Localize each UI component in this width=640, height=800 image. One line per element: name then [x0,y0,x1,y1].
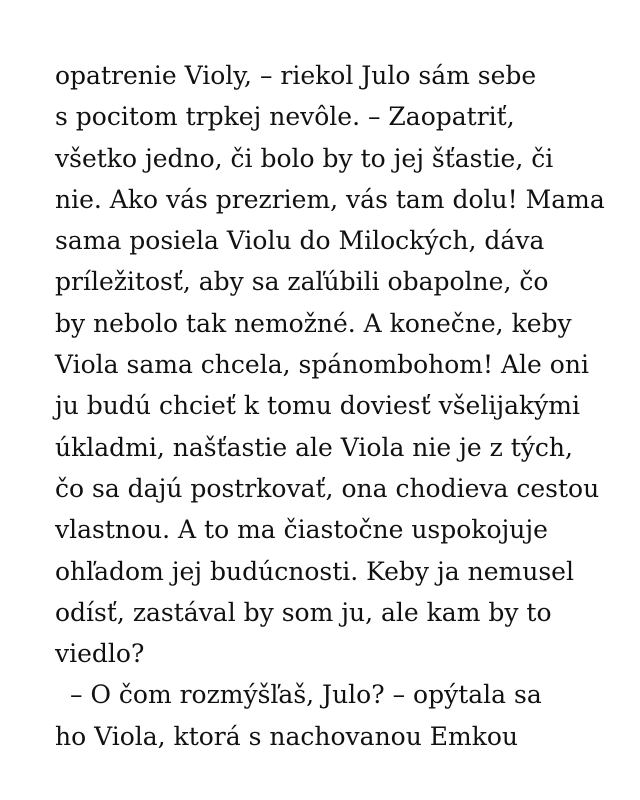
text-line: vlastnou. A to ma čiastočne uspokojuje [55,515,548,545]
text-line: ho Viola, ktorá s nachovanou Emkou [55,721,519,751]
text-line: príležitosť, aby sa zaľúbili obapolne, čo [55,267,549,297]
text-line: čo sa dajú postrkovať, ona chodieva cestou [55,473,600,503]
text-line: odísť, zastával by som ju, ale kam by to [55,597,552,627]
text-line: s pocitom trpkej nevôle. – Zaopatriť, [55,102,515,132]
text-line: ohľadom jej budúcnosti. Keby ja nemusel [55,556,574,586]
text-line: opatrenie Violy, – riekol Julo sám sebe [55,61,537,90]
text-line: úkladmi, našťastie ale Viola nie je z tých, [55,432,573,462]
text-line: by nebolo tak nemožné. A konečne, keby [55,308,572,338]
text-line: Viola sama chcela, spánombohom! Ale oni [55,350,589,380]
text-line: sama posiela Violu do Milockých, dáva [55,226,545,256]
text-line: nie. Ako vás prezriem, vás tam dolu! Mama [55,184,605,214]
text-line: ju budú chcieť k tomu doviesť všelijakými [55,391,580,421]
text-line: viedlo? [55,639,145,669]
text-line-paragraph-start: – O čom rozmýšľaš, Julo? – opýtala sa [70,680,542,710]
text-line: všetko jedno, či bolo by to jej šťastie, či [55,143,554,173]
